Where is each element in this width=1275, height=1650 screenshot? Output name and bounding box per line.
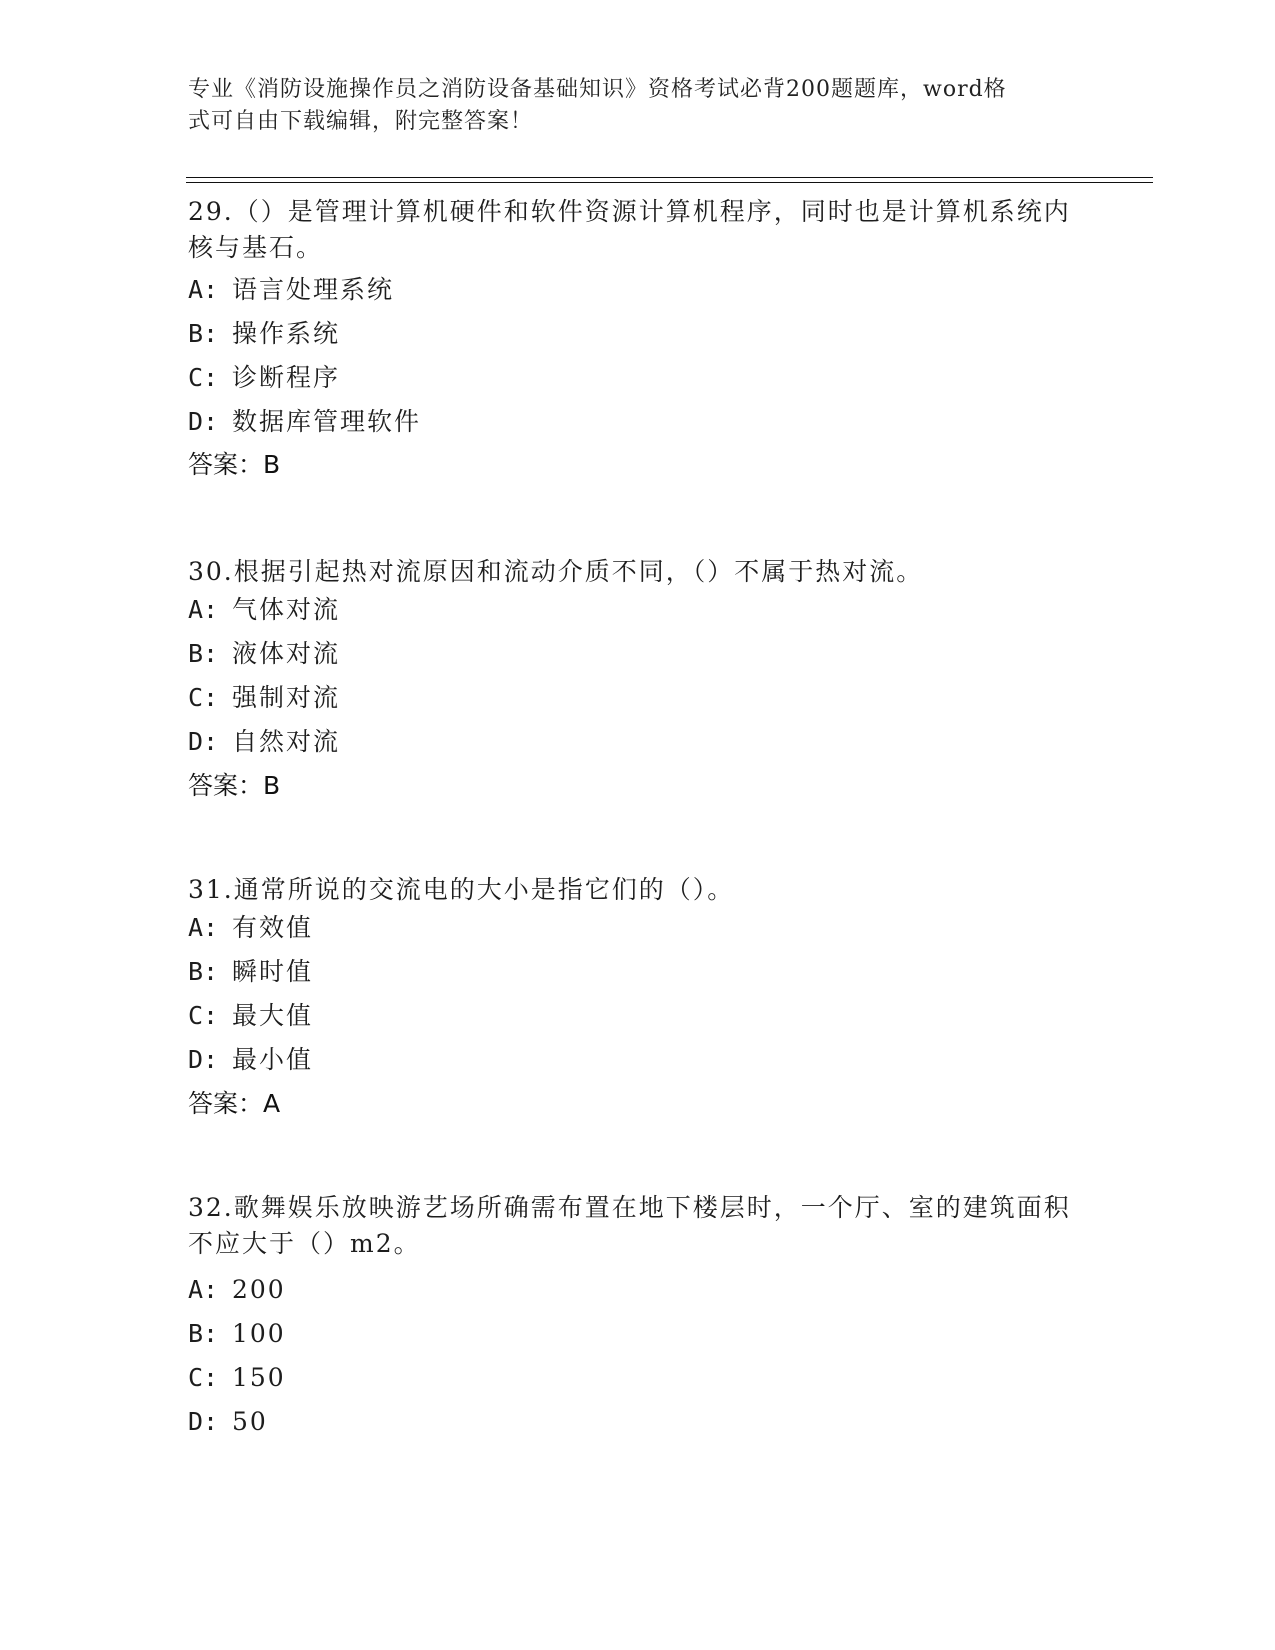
answer: 答案：A [188,1089,281,1118]
option-d [188,1406,268,1438]
option-a [188,912,313,944]
option-text: 诊断程序 [232,363,341,392]
header-line-1: 专业《消防设施操作员之消防设备基础知识》资格考试必背200题题库，word格 [188,77,1007,102]
option-d [188,406,421,438]
option-text: 200 [232,1275,286,1304]
option-b [188,1318,286,1350]
option-text: 数据库管理软件 [232,407,422,436]
question-text: 29.（）是管理计算机硬件和软件资源计算机程序，同时也是计算机系统内核与基石。 [188,197,1071,262]
option-text: 液体对流 [232,639,341,668]
answer: 答案：B [188,450,281,479]
option-text: 强制对流 [232,683,341,712]
option-letter: B: [188,639,219,668]
option-c [188,682,340,714]
option-b [188,318,340,350]
option-letter: D: [188,407,219,436]
option-c [188,1000,313,1032]
option-letter: B: [188,319,219,348]
option-letter: A: [188,913,219,942]
option-a [188,1274,286,1306]
option-text: 有效值 [232,913,314,942]
option-letter: C: [188,1363,219,1392]
option-a [188,594,340,626]
option-text: 操作系统 [232,319,341,348]
question-text: 30.根据引起热对流原因和流动介质不同，（）不属于热对流。 [188,557,924,586]
question-text: 32.歌舞娱乐放映游艺场所确需布置在地下楼层时，一个厅、室的建筑面积不应大于（）m2。 [188,1193,1071,1258]
header-line-2: 式可自由下载编辑，附完整答案！ [188,109,534,134]
option-d [188,726,340,758]
option-c [188,362,340,394]
option-letter: C: [188,363,219,392]
option-text: 50 [232,1407,268,1436]
option-d [188,1044,313,1076]
option-text: 气体对流 [232,595,341,624]
option-letter: A: [188,595,219,624]
option-letter: D: [188,1407,219,1436]
option-text: 150 [232,1363,286,1392]
option-letter: A: [188,1275,219,1304]
option-letter: C: [188,1001,219,1030]
header-rule-bottom [186,182,1153,183]
option-letter: B: [188,957,219,986]
option-letter: B: [188,1319,219,1348]
option-text: 自然对流 [232,727,341,756]
option-a [188,274,394,306]
option-text: 语言处理系统 [232,275,395,304]
option-letter: D: [188,1045,219,1074]
option-text: 100 [232,1319,286,1348]
option-text: 最大值 [232,1001,314,1030]
question-text: 31.通常所说的交流电的大小是指它们的（）。 [188,875,735,904]
option-letter: C: [188,683,219,712]
option-letter: D: [188,727,219,756]
document-header [188,74,1068,138]
option-text: 瞬时值 [232,957,314,986]
answer: 答案：B [188,771,281,800]
header-rule-top [186,177,1153,178]
option-b [188,638,340,670]
option-c [188,1362,286,1394]
option-letter: A: [188,275,219,304]
option-text: 最小值 [232,1045,314,1074]
option-b [188,956,313,988]
